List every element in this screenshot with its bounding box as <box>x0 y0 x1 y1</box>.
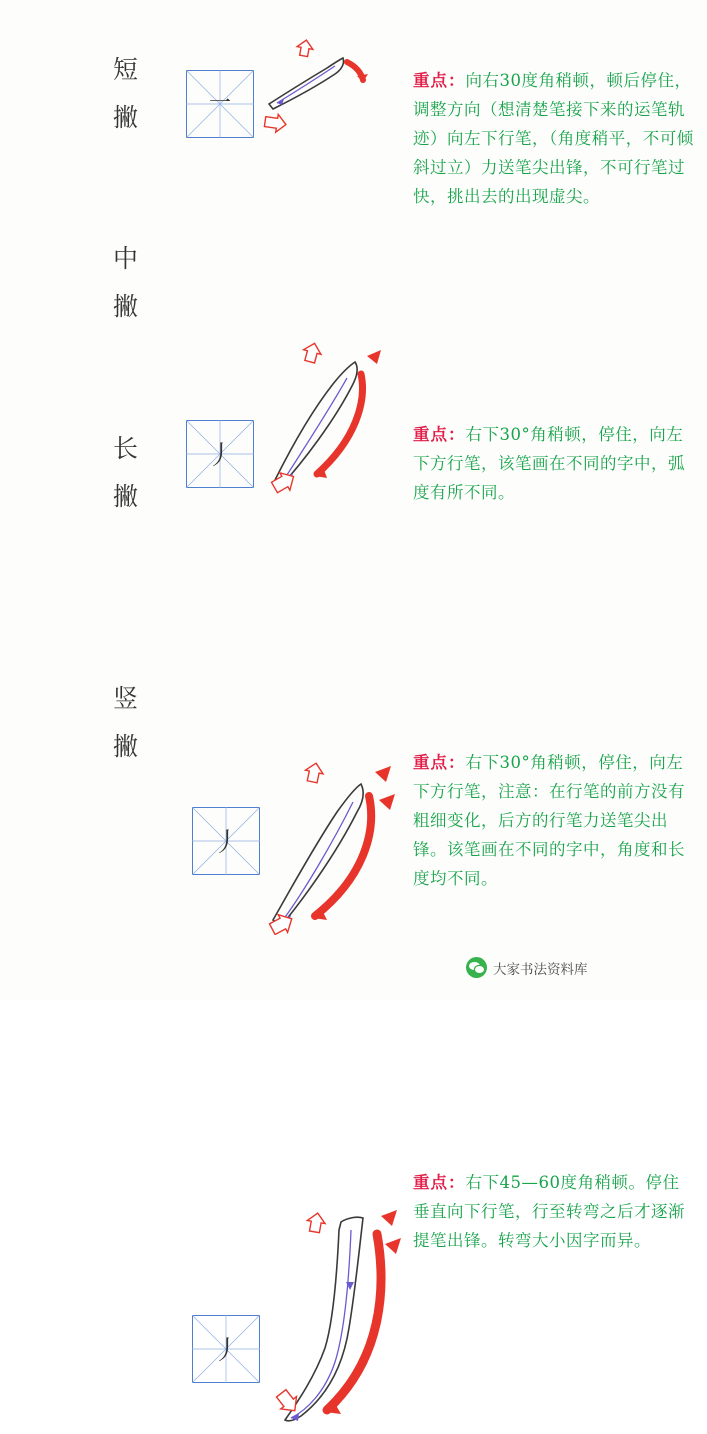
grid-character: 丿 <box>212 1336 240 1366</box>
stroke-name-char: 撇 <box>112 292 139 321</box>
footer <box>0 944 707 990</box>
practice-grid <box>186 70 254 138</box>
stroke-outline <box>285 1217 363 1421</box>
note-text: 右下45—60度角稍顿。停住垂直向下行笔，行至转弯之后才逐渐提笔出锋。转弯大小因字而异。 <box>413 1173 685 1250</box>
stroke-row-mid-pie <box>0 175 707 502</box>
note-text: 右下30°角稍顿，停住，向左下方行笔，该笔画在不同的字中，弧度有所不同。 <box>413 425 685 502</box>
note-keyword: 重点： <box>413 71 466 90</box>
stroke-name-char: 撇 <box>112 103 139 132</box>
note-keyword: 重点： <box>413 753 466 772</box>
stroke-name-char: 竖 <box>112 684 139 713</box>
wechat-icon <box>466 957 487 978</box>
stroke-name-label <box>96 235 156 331</box>
note-text: 向右30度角稍顿，顿后停住，调整方向（想清楚笔接下来的运笔轨迹）向左下行笔，（角度稍平，不可倾斜过立）力送笔尖出锋，不可行笔过快，挑出去的出现虚尖。 <box>413 71 694 206</box>
practice-grid <box>192 1315 260 1383</box>
wechat-account-name: 大家书法资料库 <box>493 961 588 978</box>
stroke-row-long-pie <box>0 370 707 888</box>
stroke-diagram <box>255 1200 425 1434</box>
stroke-name-label <box>96 425 156 521</box>
stroke-name-char: 短 <box>112 55 139 84</box>
note-keyword: 重点： <box>413 1173 466 1192</box>
stroke-name-label <box>96 46 156 142</box>
grid-character: 一 <box>208 91 232 116</box>
stroke-name-char: 中 <box>112 244 139 273</box>
stroke-name-char: 撇 <box>112 732 139 761</box>
stroke-name-label <box>96 675 156 771</box>
stroke-row-short-pie <box>0 18 707 206</box>
stroke-note <box>413 1168 695 1255</box>
grid-character: 丿 <box>212 828 240 858</box>
stroke-name-char: 长 <box>112 434 139 463</box>
stroke-name-char: 撇 <box>112 482 139 511</box>
wechat-attribution <box>466 957 588 978</box>
stroke-diagram <box>255 38 405 152</box>
note-keyword: 重点： <box>413 425 466 444</box>
grid-character: 丿 <box>206 441 234 471</box>
note-text: 右下30°角稍顿，停住，向左下方行笔，注意：在行笔的前方没有粗细变化，后方的行笔力送笔尖出锋。该笔画在不同的字中，角度和长度均不同。 <box>413 753 685 888</box>
